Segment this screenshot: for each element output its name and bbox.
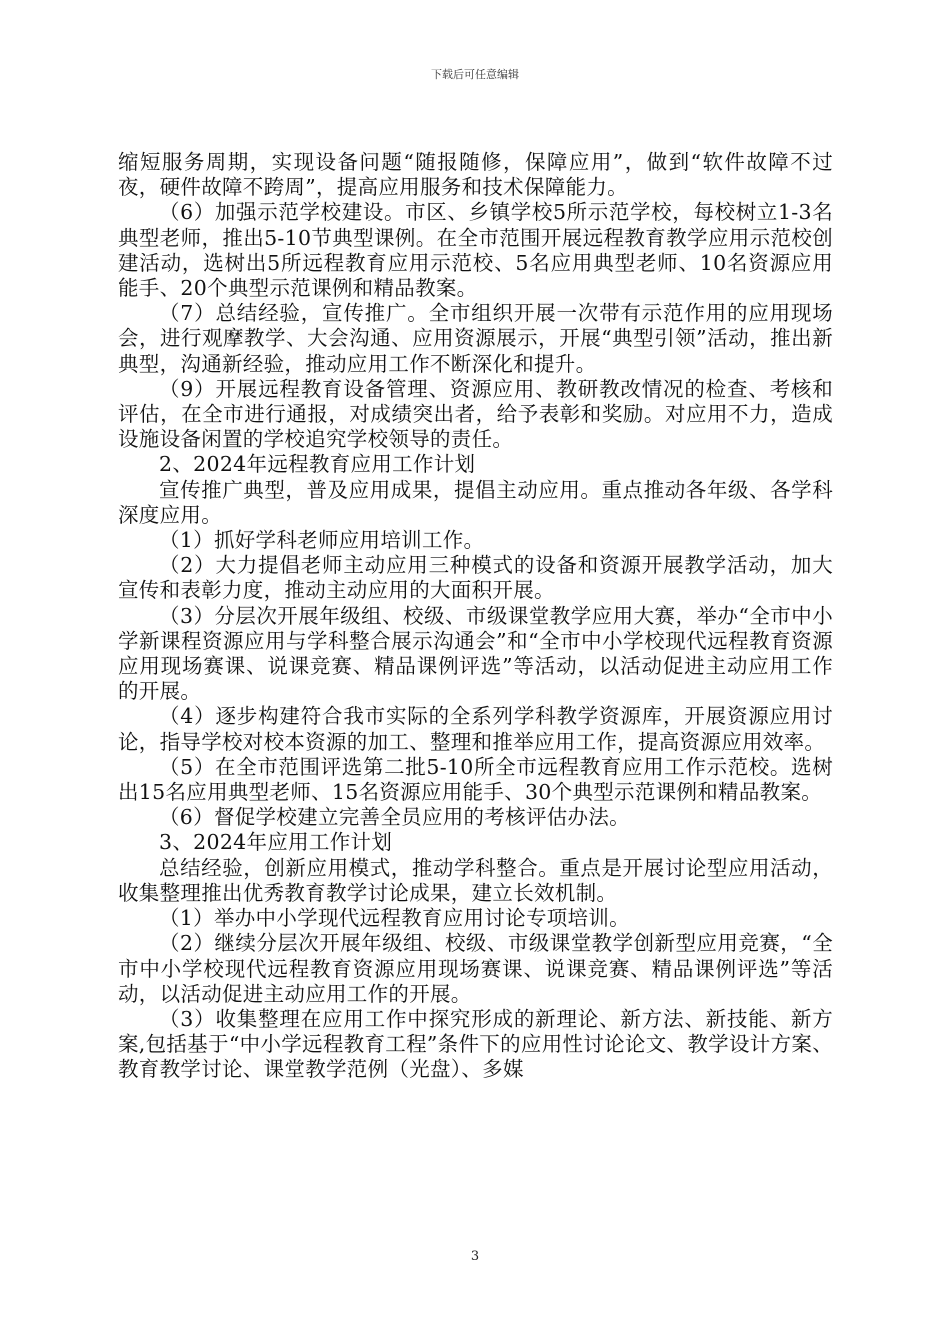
document-body [118, 150, 833, 1083]
paragraph: 总结经验，创新应用模式，推动学科整合。重点是开展讨论型应用活动，收集整理推出优秀教育教学讨论成果，建立长效机制。 [118, 855, 833, 905]
paragraph: （1）抓好学科老师应用培训工作。 [159, 528, 485, 553]
paragraph: （1）举办中小学现代远程教育应用讨论专项培训。 [159, 906, 630, 931]
paragraph: （3）分层次开展年级组、校级、市级课堂教学应用大赛，举办“全市中小学新课程资源应用与学科整合展示沟通会”和“全市中小学校现代远程教育资源应用现场赛课、说课竞赛、精品课例评选”等活动，以活动促进主动应用工作的开展。 [118, 603, 833, 704]
paragraph: （3）收集整理在应用工作中探究形成的新理论、新方法、新技能、新方案,包括基于“中小学远程教育工程”条件下的应用性讨论论文、教学设计方案、教育教学讨论、课堂教学范例（光盘）、多媒 [118, 1006, 833, 1082]
paragraph: （9）开展远程教育设备管理、资源应用、教研教改情况的检查、考核和评估，在全市进行通报，对成绩突出者，给予表彰和奖励。对应用不力，造成设施设备闲置的学校追究学校领导的责任。 [118, 376, 833, 452]
paragraph: （2）大力提倡老师主动应用三种模式的设备和资源开展教学活动，加大宣传和表彰力度，推动主动应用的大面积开展。 [118, 553, 833, 603]
paragraph: （7）总结经验，宣传推广。全市组织开展一次带有示范作用的应用现场会，进行观摩教学、大会沟通、应用资源展示，开展“典型引领”活动，推出新典型，沟通新经验，推动应用工作不断深化和提升。 [118, 301, 833, 376]
page-number: 3 [470, 1249, 480, 1264]
paragraph: （5）在全市范围评选第二批5-10所全市远程教育应用工作示范校。选树出15名应用典型老师、15名资源应用能手、30个典型示范课例和精品教案。 [118, 754, 833, 805]
header-note: 下载后可任意编辑 [431, 68, 519, 81]
paragraph: （4）逐步构建符合我市实际的全系列学科教学资源库，开展资源应用讨论，指导学校对校本资源的加工、整理和推举应用工作，提高资源应用效率。 [118, 704, 833, 754]
paragraph: 宣传推广典型，普及应用成果，提倡主动应用。重点推动各年级、各学科深度应用。 [118, 477, 833, 527]
section-heading: 3、2024年应用工作计划 [159, 830, 393, 855]
paragraph: 缩短服务周期，实现设备问题“随报随修，保障应用”，做到“软件故障不过夜，硬件故障不跨周”，提高应用服务和技术保障能力。 [118, 150, 833, 200]
paragraph: （6）督促学校建立完善全员应用的考核评估办法。 [159, 805, 630, 830]
section-heading: 2、2024年远程教育应用工作计划 [159, 452, 476, 477]
paragraph: （2）继续分层次开展年级组、校级、市级课堂教学创新型应用竞赛，“全市中小学校现代远程教育资源应用现场赛课、说课竞赛、精品课例评选”等活动，以活动促进主动应用工作的开展。 [118, 931, 833, 1006]
paragraph: （6）加强示范学校建设。市区、乡镇学校5所示范学校，每校树立1-3名典型老师，推出5-10节典型课例。在全市范围开展远程教育教学应用示范校创建活动，选树出5所远程教育应用示范校、5名应用典型老师、10名资源应用能手、20个典型示范课例和精品教案。 [118, 200, 833, 301]
